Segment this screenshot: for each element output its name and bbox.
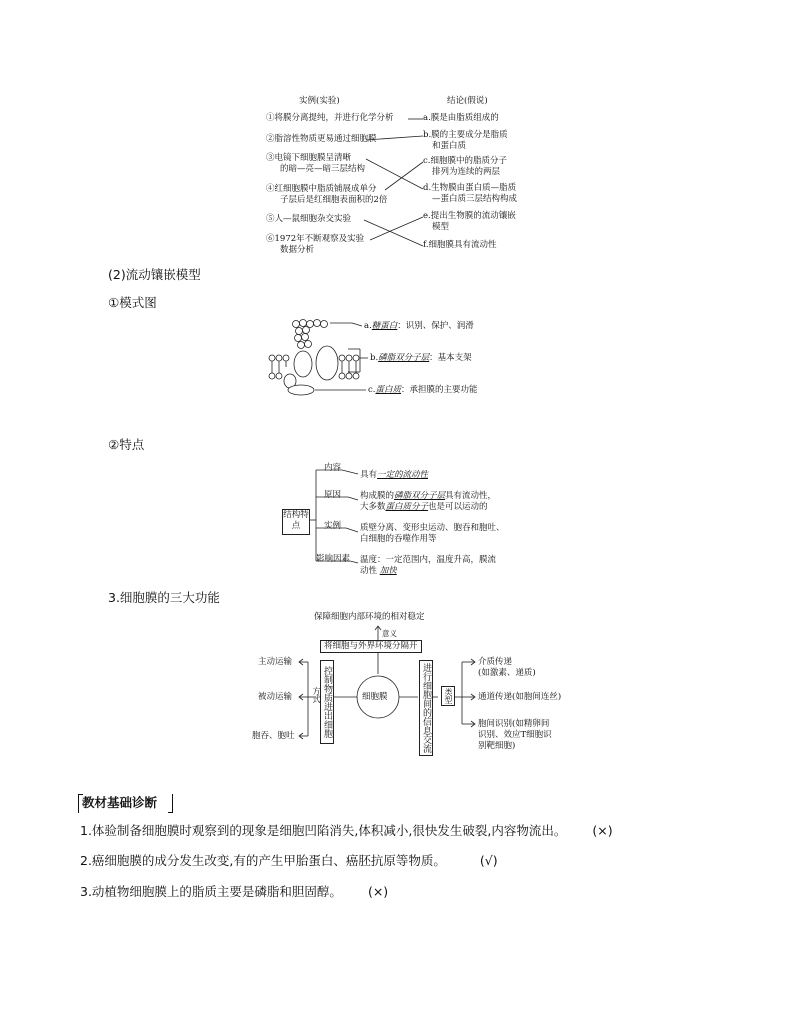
left-item: 数据分析 xyxy=(280,245,315,255)
left-header: 实例(实验) xyxy=(299,96,340,106)
right-item: 通道传递(如胞间连丝) xyxy=(478,692,562,702)
section-3-title: 3.细胞膜的三大功能 xyxy=(108,590,220,605)
right-item: c.细胞膜中的脂质分子 xyxy=(423,156,507,166)
label-b: b.磷脂双分子层：基本支架 xyxy=(370,353,472,363)
left-item: ④红细胞膜中脂质铺展成单分 xyxy=(266,184,377,194)
node-content: 内容 xyxy=(324,463,342,473)
section-2-title: (2)流动镶嵌模型 xyxy=(108,267,201,282)
label-c: c.蛋白质：承担膜的主要功能 xyxy=(368,385,478,395)
method-label: 方式 xyxy=(312,687,321,703)
control-box: 控制物质进出细胞 xyxy=(320,660,334,744)
left-item: ⑥1972年不断观察及实验 xyxy=(266,234,365,244)
meaning-label: 意义 xyxy=(382,629,397,638)
right-item: a.膜是由脂质组成的 xyxy=(423,113,499,123)
left-item: 子层后是红细胞表面积的2倍 xyxy=(280,195,388,205)
right-item: 和蛋白质 xyxy=(432,141,467,151)
center-node: 细胞膜 xyxy=(362,692,388,702)
right-item: 排列为连续的两层 xyxy=(432,167,501,177)
factor-line-1: 温度：一定范围内，温度升高，膜流 xyxy=(360,555,497,565)
factor-line-2: 动性 加快 xyxy=(360,566,397,576)
left-item: 的暗—亮—暗三层结构 xyxy=(280,164,366,174)
right-item: (如激素、递质) xyxy=(478,668,536,678)
right-item: 介质传递 xyxy=(478,657,513,667)
right-item: b.膜的主要成分是脂质 xyxy=(423,130,508,140)
diagnosis-item: 2.癌细胞膜的成分发生改变,有的产生甲胎蛋白、癌胚抗原等物质。 (√) xyxy=(80,853,498,868)
root-node: 结构特点 xyxy=(282,509,310,535)
right-item: 别靶细胞) xyxy=(478,741,516,751)
left-item: ①将膜分离提纯，并进行化学分析 xyxy=(266,113,394,123)
label-a: a.糖蛋白：识别、保护、润滑 xyxy=(364,321,474,331)
right-item: e.提出生物膜的流动镶嵌 xyxy=(423,211,516,221)
reason-line-2: 大多数蛋白质分子也是可以运动的 xyxy=(360,502,488,512)
content-text: 具有一定的流动性 xyxy=(360,470,429,480)
separate-box: 将细胞与外界环境分隔开 xyxy=(320,640,422,653)
subheading-diagram: ①模式图 xyxy=(108,295,157,310)
example-line-1: 质壁分离、变形虫运动、胞吞和胞吐、 xyxy=(360,523,505,533)
function-top: 保障细胞内部环境的相对稳定 xyxy=(314,612,425,622)
right-item: d.生物膜由蛋白质—脂质 xyxy=(423,183,517,193)
diagnosis-title: 教材基础诊断 xyxy=(82,795,158,810)
example-line-2: 白细胞的吞噬作用等 xyxy=(360,534,437,544)
subheading-features: ②特点 xyxy=(108,437,145,452)
exchange-box: 进行细胞间的信息交流 xyxy=(419,660,433,756)
right-item: f.细胞膜具有流动性 xyxy=(423,240,497,250)
diagnosis-item: 3.动植物细胞膜上的脂质主要是磷脂和胆固醇。 (×) xyxy=(80,884,389,899)
right-item: —蛋白质三层结构构成 xyxy=(432,194,518,204)
left-item: 主动运输 xyxy=(258,657,293,667)
node-reason: 原因 xyxy=(324,490,342,500)
right-item: 胞间识别(如精卵间 xyxy=(478,719,550,729)
reason-line-1: 构成膜的磷脂双分子层具有流动性， xyxy=(360,491,497,501)
node-example: 实例 xyxy=(324,521,342,531)
left-item: ③电镜下细胞膜呈清晰 xyxy=(266,153,352,163)
type-box: 类型 xyxy=(441,686,455,706)
diagnosis-item: 1.体验制备细胞膜时观察到的现象是细胞凹陷消失,体积减小,很快发生破裂,内容物流出。 (×) xyxy=(80,823,613,838)
left-item: ⑤人—鼠细胞杂交实验 xyxy=(266,214,352,224)
left-item: 被动运输 xyxy=(258,692,293,702)
left-item: ②脂溶性物质更易通过细胞膜 xyxy=(266,134,377,144)
node-factor: 影响因素 xyxy=(316,554,351,564)
right-item: 模型 xyxy=(432,222,450,232)
left-item: 胞吞、胞吐 xyxy=(252,731,295,741)
bracket-right xyxy=(168,794,173,813)
right-item: 识别、效应T细胞识 xyxy=(478,730,552,740)
right-header: 结论(假说) xyxy=(447,96,488,106)
